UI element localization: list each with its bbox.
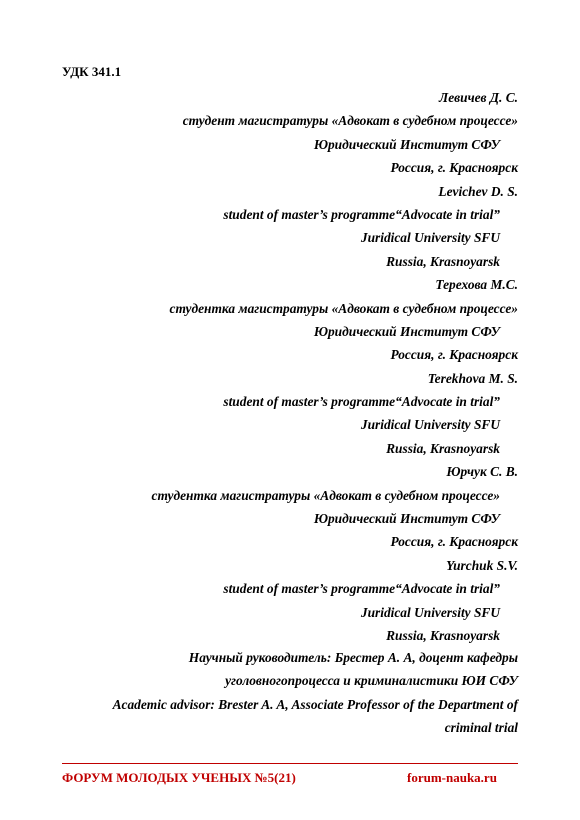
author-status-en: student of master’s programme“Advocate in trial” [223,206,500,222]
advisor-line-en: Academic advisor: Brester A. A, Associate Professor of the Department of [112,696,518,712]
author-name-en: Levichev D. S. [438,183,518,199]
advisor-line: Научный руководитель: Брестер А. А, доцент кафедры [188,650,518,665]
author-status-en: student of master’s programme“Advocate in trial” [223,581,500,597]
page-footer [62,763,518,785]
author-name-en: Terekhova M. S. [427,370,518,386]
advisor-line: уголовногопроцесса и криминалистики ЮИ СФУ [225,673,518,689]
author-location-en: Russia, Krasnoyarsk [386,440,500,456]
author-name-en: Yurchuk S.V. [446,557,518,573]
authors-block [60,86,518,647]
advisor-line-en: criminal trial [444,720,518,736]
udk-code: УДК 341.1 [62,64,122,79]
website-link[interactable]: forum-nauka.ru [407,770,497,785]
author-location: Россия, г. Красноярск [390,534,518,550]
author-institute-en: Juridical University SFU [360,604,500,620]
author-institute-en: Juridical University SFU [360,417,500,433]
journal-title: ФОРУМ МОЛОДЫХ УЧЕНЫХ №5(21) [62,770,296,785]
advisor-block [60,646,518,740]
author-institute-en: Juridical University SFU [360,230,500,246]
author-institute: Юридический Институт СФУ [313,511,500,527]
author-location-en: Russia, Krasnoyarsk [386,627,500,643]
author-location-en: Russia, Krasnoyarsk [386,253,500,269]
author-status: студент магистратуры «Адвокат в судебном процессе» [182,113,518,129]
author-location: Россия, г. Красноярск [390,160,518,176]
author-institute: Юридический Институт СФУ [313,136,500,152]
author-name: Юрчук С. В. [446,464,518,480]
author-name: Терехова М.С. [435,277,518,293]
author-status: студентка магистратуры «Адвокат в судебном процессе» [151,487,500,503]
author-status-en: student of master’s programme“Advocate in trial” [223,394,500,410]
author-institute: Юридический Институт СФУ [313,323,500,339]
author-location: Россия, г. Красноярск [390,347,518,363]
author-name: Левичев Д. С. [439,90,518,105]
author-status: студентка магистратуры «Адвокат в судебном процессе» [169,300,518,316]
